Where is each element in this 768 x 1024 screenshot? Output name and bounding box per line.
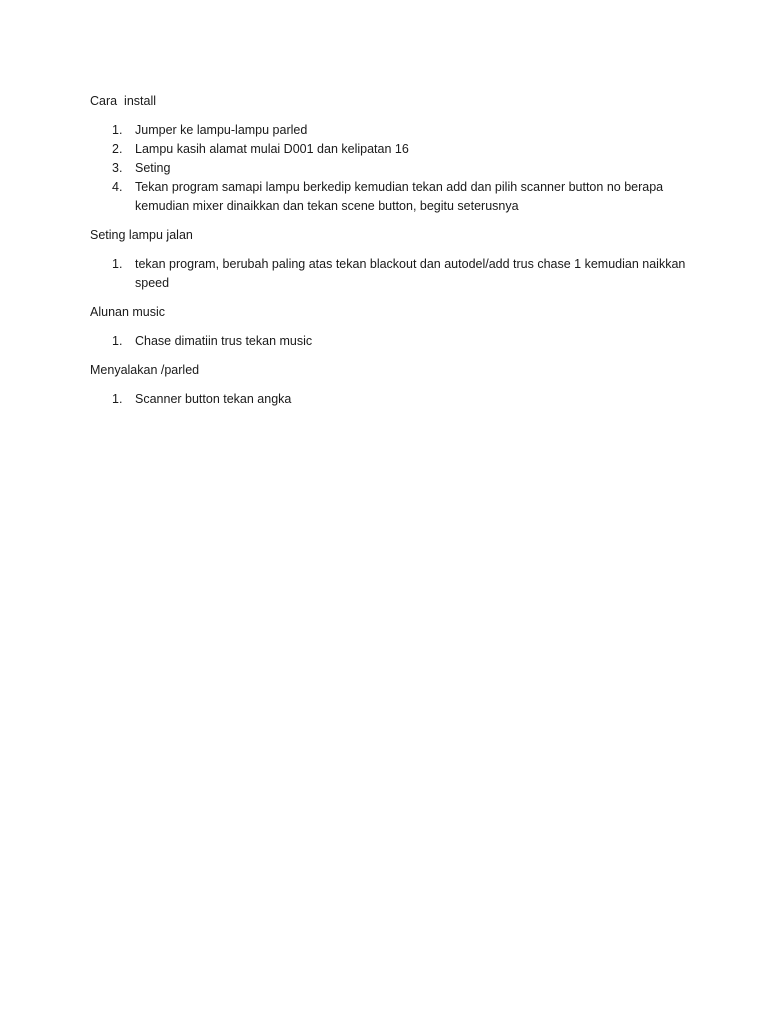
list-number: 1. [112, 334, 123, 348]
list-item [90, 255, 690, 293]
list-item [90, 178, 690, 216]
section-heading-menyalakan-parled: Menyalakan /parled [90, 363, 200, 377]
section-heading-seting-lampu-jalan: Seting lampu jalan [90, 228, 193, 242]
list-number: 3. [112, 161, 123, 175]
list-text: Lampu kasih alamat mulai D001 dan kelipatan 16 [135, 142, 409, 156]
list-item [90, 159, 690, 178]
list-number: 2. [112, 142, 123, 156]
list-text: tekan program, berubah paling atas tekan blackout dan autodel/add trus chase 1 kemudian naikkan speed [135, 257, 686, 290]
list-text: Scanner button tekan angka [135, 392, 292, 406]
list-item [90, 332, 690, 351]
list-alunan-music [90, 332, 690, 351]
list-text: Tekan program samapi lampu berkedip kemudian tekan add dan pilih scanner button no berapa kemudian mixer dinaikkan dan tekan scene button, begitu seterusnya [135, 180, 664, 213]
list-item [90, 390, 690, 409]
list-text: Chase dimatiin trus tekan music [135, 334, 313, 348]
list-item [90, 140, 690, 159]
section-heading-alunan-music: Alunan music [90, 305, 166, 319]
list-text: Seting [135, 161, 171, 175]
section-heading-cara-install: Cara install [90, 94, 156, 108]
list-cara-install [90, 121, 690, 216]
document-body [90, 92, 690, 419]
list-number: 4. [112, 180, 123, 194]
list-item [90, 121, 690, 140]
list-number: 1. [112, 257, 123, 271]
list-seting-lampu-jalan [90, 255, 690, 293]
list-number: 1. [112, 392, 123, 406]
list-menyalakan-parled [90, 390, 690, 409]
list-number: 1. [112, 123, 123, 137]
list-text: Jumper ke lampu-lampu parled [135, 123, 308, 137]
